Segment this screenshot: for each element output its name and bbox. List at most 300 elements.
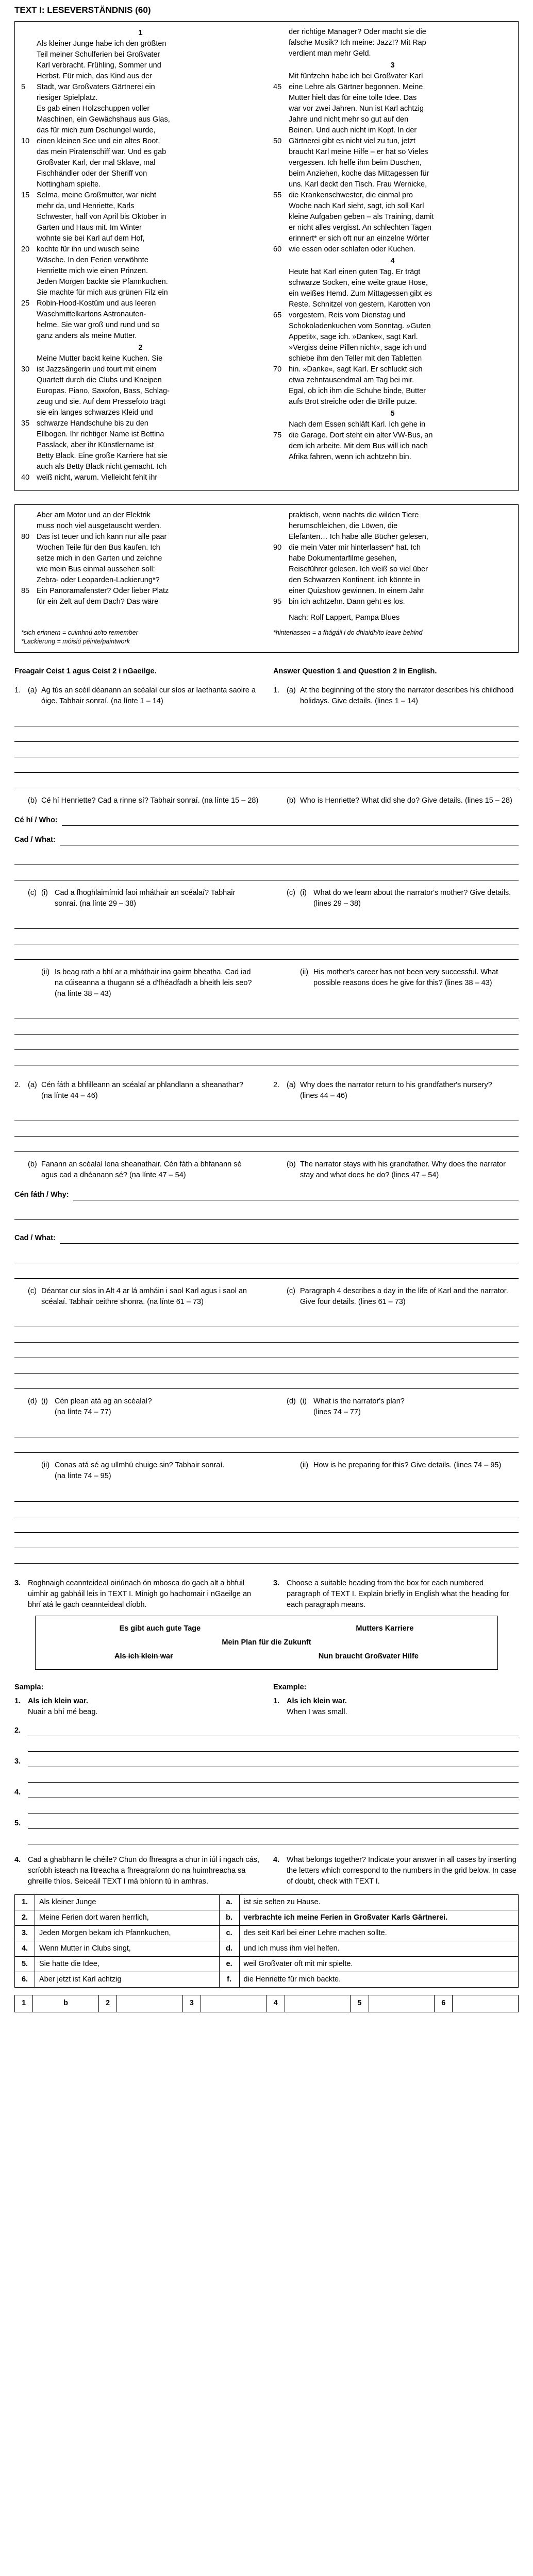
- matching-row: [15, 1925, 519, 1941]
- line-text: verdient man mehr Geld.: [289, 49, 371, 58]
- line-text: das für mich zum Dschungel wurde,: [37, 126, 156, 134]
- line-number: [273, 397, 289, 408]
- text-line: [273, 223, 512, 233]
- line-text: Großvater Karl, der mal Sklave, mal: [37, 158, 156, 167]
- line-number: [21, 287, 37, 298]
- answer-grid-number: 6: [435, 1995, 453, 2012]
- question-2di: (d) (i) Cén plean atá ag an scéalaí? (na línte 74 – 77) (d) (i) What is the narrator's plan? (lines 74 – 77): [14, 1396, 519, 1453]
- text-line: [21, 553, 260, 564]
- line-number: [273, 419, 289, 430]
- q1b-irish: Cé hí Henriette? Cad a rinne sí? Tabhair sonraí.: [41, 796, 200, 805]
- line-text: Betty Black. Eine große Karriere hat sie: [37, 452, 168, 461]
- heading-option-4-used: Als ich klein war: [114, 1652, 173, 1660]
- line-number: 5: [21, 82, 26, 91]
- continuation-left-column: [21, 510, 260, 623]
- answer-lines-q2b-what[interactable]: [14, 1248, 519, 1279]
- text-line: [273, 597, 512, 607]
- why-answer-line[interactable]: [14, 1184, 519, 1200]
- q2a-irish-ref: (na línte 44 – 46): [41, 1092, 98, 1100]
- matching-cell-k: a.: [219, 1894, 239, 1910]
- matching-cell-l: Meine Ferien dort waren herrlich,: [35, 1910, 220, 1925]
- answer-lines-q2di[interactable]: [14, 1422, 519, 1453]
- answer-grid-cell[interactable]: [201, 1995, 266, 2012]
- answer-grid-number: 1: [15, 1995, 33, 2012]
- line-number: [21, 39, 37, 49]
- text-line: [273, 190, 512, 201]
- q4-irish: Cad a ghabhann le chéile? Chun do fhreagra a chur in iúl i ngach cás, scríobh isteach na litreacha a fhreagraíonn do na huimhreacha sa ghreille thíos. Seiceáil TEXT I má bhíonn tú in amhras.: [28, 1855, 259, 1886]
- text-line: [273, 212, 512, 223]
- text-line: [21, 179, 260, 190]
- text-line: [273, 452, 512, 463]
- text-line: [21, 532, 260, 543]
- line-number: [273, 553, 289, 564]
- answer-lines-q1b[interactable]: [14, 850, 519, 880]
- q2a-irish: Cén fáth a bhfilleann an scéalaí ar phlandlann a sheanathar?: [41, 1081, 243, 1090]
- line-number: [21, 375, 37, 386]
- matching-cell-l: Sie hatte die Idee,: [35, 1956, 220, 1972]
- text-line: [273, 71, 512, 82]
- line-number: [21, 49, 37, 60]
- line-number: 55: [273, 191, 282, 199]
- line-number: [273, 343, 289, 353]
- text-line: [21, 168, 260, 179]
- matching-cell-n: 5.: [15, 1956, 35, 1972]
- line-text: Aber am Motor und an der Elektrik: [37, 511, 151, 520]
- text-line: [21, 82, 260, 93]
- line-number: [21, 179, 37, 190]
- line-number: [21, 429, 37, 440]
- line-text: Selma, meine Großmutter, war nicht: [37, 191, 157, 199]
- q4-english: What belongs together? Indicate your answer in all cases by inserting the letters which correspond to the numbers in the grid below. In case of doubt, check with TEXT I.: [287, 1855, 517, 1886]
- answer-grid-sample: b: [33, 1995, 99, 2012]
- line-text: Waschmittelkartons Astronauten-: [37, 310, 146, 319]
- line-number: [273, 299, 289, 310]
- text-line: [21, 49, 260, 60]
- line-text: wie essen oder schlafen oder Kuchen.: [289, 245, 415, 253]
- text-line: [273, 289, 512, 299]
- line-text: braucht Karl meine Hilfe – er hat so Vieles: [289, 147, 428, 156]
- q2dii-irish-ref: (na línte 74 – 95): [55, 1472, 111, 1481]
- line-number: [21, 71, 37, 82]
- q1a-irish-ref: (na línte 1 – 14): [111, 697, 163, 706]
- matching-cell-n: 6.: [15, 1972, 35, 1987]
- text-line: [21, 418, 260, 429]
- text-line: [273, 532, 512, 543]
- line-text: Henriette mich wie einen Prinzen.: [37, 266, 148, 275]
- line-number: 40: [21, 473, 30, 482]
- line-text: Teil meiner Schulferien bei Großvater: [37, 50, 160, 59]
- line-number: [273, 375, 289, 386]
- question-2a: 2. (a) Cén fáth a bhfilleann an scéalaí ar phlandlann a sheanathar? (na línte 44 – 46) 2. (a) Why does the narrator return to his grandfather's nursery? (lines 44 – 46): [14, 1080, 519, 1152]
- line-text: Sie machte für mich aus grünen Filz ein: [37, 289, 168, 297]
- text-line: [21, 104, 260, 114]
- footnotes: [21, 629, 512, 646]
- line-text: Reiseführer gelesen. Ich weiß so viel über: [289, 565, 428, 574]
- text-line: [21, 233, 260, 244]
- matching-row: [15, 1956, 519, 1972]
- text-line: [21, 586, 260, 597]
- q3-item-number: 4.: [14, 1788, 21, 1797]
- line-number: [21, 462, 37, 472]
- line-number: [21, 386, 37, 397]
- line-text: ist Jazzsängerin und tourt mit einem: [37, 365, 157, 374]
- line-number: [273, 521, 289, 532]
- line-number: [21, 104, 37, 114]
- paragraph-number: 5: [390, 410, 395, 418]
- headings-box: [35, 1616, 498, 1670]
- text-line: [21, 408, 260, 418]
- q1b-english: Who is Henriette? What did she do? Give details.: [300, 796, 463, 805]
- matching-cell-r: verbrachte ich meine Ferien in Großvater Karls Gärtnerei.: [239, 1910, 518, 1925]
- line-number: 25: [21, 299, 30, 308]
- q2di-irish-ref: (na línte 74 – 77): [55, 1408, 111, 1417]
- matching-cell-k: f.: [219, 1972, 239, 1987]
- line-text: »Vergiss deine Pillen nicht«, sage ich und: [289, 344, 427, 352]
- sample-answer-english: When I was small.: [287, 1707, 347, 1716]
- answer-lines-q2dii[interactable]: [14, 1486, 519, 1564]
- q1cii-irish-ref: (na línte 38 – 43): [55, 990, 111, 998]
- q3-answer-item[interactable]: [14, 1721, 519, 1752]
- matching-cell-n: 2.: [15, 1910, 35, 1925]
- line-number: [273, 38, 289, 48]
- matching-row: [15, 1941, 519, 1956]
- line-number: [21, 451, 37, 462]
- line-number: [21, 114, 37, 125]
- answer-grid-cell[interactable]: [453, 1995, 519, 2012]
- line-text: die mein Vater mir hinterlassen* hat. Ich: [289, 544, 421, 552]
- text-line: [273, 278, 512, 289]
- answer-lines-q1a[interactable]: [14, 711, 519, 788]
- text-line: [273, 82, 512, 93]
- line-text: Wochen Teile für den Bus kaufen. Ich: [37, 544, 160, 552]
- text-line: [21, 510, 260, 521]
- text-line: [273, 179, 512, 190]
- text-line: [21, 386, 260, 397]
- sample-label-english: Example:: [273, 1683, 307, 1691]
- text-line: [273, 233, 512, 244]
- line-text: Jahre und nicht mehr so gut auf den: [289, 115, 409, 124]
- line-text: riesiger Spielplatz.: [37, 93, 98, 102]
- text-line: [21, 223, 260, 233]
- line-text: Elefanten… Ich habe alle Bücher gelesen,: [289, 533, 428, 541]
- what-answer-line[interactable]: [14, 829, 519, 845]
- line-text: war vor zwei Jahren. Nun ist Karl achtzig: [289, 104, 424, 113]
- page-title: TEXT I: LESEVERSTÄNDNIS (60): [14, 5, 151, 15]
- text-line: [21, 353, 260, 364]
- matching-cell-n: 3.: [15, 1925, 35, 1941]
- line-number: [21, 277, 37, 287]
- line-text: Ellbogen. Ihr richtiger Name ist Bettina: [37, 430, 164, 439]
- line-text: aufs Brot streiche oder die Brille putze.: [289, 398, 418, 406]
- text-line: [273, 321, 512, 332]
- text-line: [273, 168, 512, 179]
- q1a-english-ref: (lines 1 – 14): [375, 697, 418, 706]
- line-number: [273, 452, 289, 463]
- answer-grid-number: 2: [98, 1995, 116, 2012]
- what-label: Cad / What:: [14, 836, 56, 844]
- line-text: Reste. Schnitzel von gestern, Karotten von: [289, 300, 430, 309]
- line-number: 95: [273, 598, 282, 606]
- line-text: Schokoladenkuchen vom Sonntag. »Guten: [289, 322, 431, 331]
- line-number: 70: [273, 365, 282, 374]
- line-text: schiebe ihm den Teller mit den Tabletten: [289, 354, 422, 363]
- line-text: Mit fünfzehn habe ich bei Großvater Karl: [289, 72, 423, 80]
- q2b-irish: Fanann an scéalaí lena sheanathair. Cén fáth a bhfanann sé agus cad a dhéanann sé?: [41, 1160, 242, 1180]
- text-line: [273, 147, 512, 158]
- matching-cell-k: d.: [219, 1941, 239, 1956]
- q3-answer-item[interactable]: [14, 1752, 519, 1783]
- paragraph: [273, 27, 512, 59]
- line-text: Egal, ob ich ihm die Schuhe binde, Butter: [289, 387, 426, 396]
- line-text: Fischhändler oder der Sheriff von: [37, 169, 147, 178]
- line-text: Karl verbracht. Frühling, Sommer und: [37, 61, 161, 70]
- text-line: [21, 136, 260, 147]
- line-number: [273, 267, 289, 278]
- line-text: Mutter hielt das für eine tolle Idee. Das: [289, 93, 417, 102]
- text-line: [21, 429, 260, 440]
- line-number: [21, 93, 37, 104]
- paragraph: [273, 71, 512, 255]
- line-number: [273, 441, 289, 452]
- paragraph: [21, 353, 260, 483]
- line-number: [21, 158, 37, 168]
- line-text: Robin-Hood-Kostüm und aus leeren: [37, 299, 156, 308]
- line-number: 35: [21, 419, 30, 428]
- answer-grid-cell[interactable]: [285, 1995, 351, 2012]
- answer-lines-q1ci[interactable]: [14, 913, 519, 960]
- line-text: hin. »Danke«, sagt Karl. Er schluckt sich: [289, 365, 423, 374]
- text-line: [273, 353, 512, 364]
- text-line: [273, 48, 512, 59]
- q3-english: Choose a suitable heading from the box for each numbered paragraph of TEXT I. Explain briefly in English what the heading for each paragraph means.: [287, 1579, 509, 1609]
- q2di-english: What is the narrator's plan?: [313, 1397, 405, 1406]
- q3-answer-lines[interactable]: [14, 1721, 519, 1844]
- line-text: herumschleichen, die Löwen, die: [289, 522, 398, 531]
- line-text: Passlack, aber ihr Künstlername ist: [37, 441, 154, 450]
- line-text: Schwester, half von April bis Oktober in: [37, 212, 166, 221]
- line-text: kochte für ihn und wusch seine: [37, 245, 140, 253]
- q3-irish: Roghnaigh ceannteideal oiriúnach ón mbosca do gach alt a bhfuil uimhir ag gabháil leis in TEXT I. Mínigh go hachomair i nGaeilge an bhrí atá le gach ceannteideal díobh.: [28, 1579, 252, 1609]
- heading-option-3: Mein Plan für die Zukunft: [222, 1638, 311, 1647]
- text-line: [21, 212, 260, 223]
- line-number: [273, 233, 289, 244]
- line-number: [21, 408, 37, 418]
- instruction-english: Answer Question 1 and Question 2 in English.: [273, 667, 437, 676]
- line-number: [21, 521, 37, 532]
- q1ci-irish-ref: (na línte 29 – 38): [79, 900, 137, 908]
- line-text: Das ist teuer und ich kann nur alle paar: [37, 533, 167, 541]
- what2-label: Cad / What:: [14, 1234, 56, 1243]
- line-number: 50: [273, 137, 282, 145]
- text-line: [21, 277, 260, 287]
- line-number: 65: [273, 311, 282, 320]
- text-line: [21, 397, 260, 408]
- text-line: [273, 104, 512, 114]
- question-2dii: (ii) Conas atá sé ag ullmhú chuige sin? Tabhair sonraí. (na línte 74 – 95) (ii) How is he preparing for this? Give details. (lines 74 – 95): [14, 1460, 519, 1563]
- paragraph-number: 3: [390, 61, 395, 70]
- line-number: 45: [273, 82, 282, 91]
- text-line: [21, 298, 260, 309]
- line-number: 75: [273, 431, 282, 440]
- answer-lines-q2b-why[interactable]: [14, 1205, 519, 1220]
- line-number: [273, 510, 289, 521]
- line-text: beim Anziehen, koche das Mittagessen für: [289, 169, 429, 178]
- line-number: [273, 71, 289, 82]
- paragraph: [21, 39, 260, 342]
- line-text: Maschinen, ein Gewächshaus aus Glas,: [37, 115, 170, 124]
- line-text: Zebra- oder Leoparden-Lackierung*?: [37, 576, 160, 585]
- text-line: [21, 375, 260, 386]
- answer-grid-number: 5: [351, 1995, 369, 2012]
- line-number: 60: [273, 245, 282, 253]
- paragraph-number: 1: [138, 28, 143, 37]
- matching-cell-k: c.: [219, 1925, 239, 1941]
- text-line: [21, 147, 260, 158]
- text-line: [273, 543, 512, 553]
- q1b-english-ref: (lines 15 – 28): [464, 796, 512, 805]
- heading-option-2: Mutters Karriere: [356, 1624, 414, 1633]
- what2-answer-line[interactable]: [14, 1227, 519, 1244]
- line-number: [21, 255, 37, 266]
- q1b-irish-ref: (na línte 15 – 28): [202, 796, 259, 805]
- line-text: bin ich achtzehn. Dann geht es los.: [289, 598, 405, 606]
- line-text: helme. Sie war groß und rund und so: [37, 321, 160, 330]
- line-number: [273, 212, 289, 223]
- sample-label-irish: Sampla:: [14, 1683, 44, 1691]
- line-number: [21, 147, 37, 158]
- line-text: eine Lehre als Gärtner begonnen. Meine: [289, 82, 423, 91]
- q3-answer-item[interactable]: [14, 1814, 519, 1844]
- text-line: [273, 299, 512, 310]
- reading-left-column: [21, 27, 260, 485]
- text-line: [21, 364, 260, 375]
- text-line: [21, 521, 260, 532]
- footnote-right: *hinterlassen = a fhágáil i do dhiaidh/to leave behind: [273, 629, 423, 637]
- line-number: [273, 586, 289, 597]
- line-number: [273, 575, 289, 586]
- line-number: [273, 532, 289, 543]
- line-number: [273, 332, 289, 343]
- q1cii-irish: Is beag rath a bhí ar a mháthair ina gairm bheatha. Cad iad na cúiseanna a thugann sé a d'fhéadfadh a bheith leis seo?: [55, 968, 252, 988]
- line-number: [21, 575, 37, 586]
- line-text: ganz anders als meine Mutter.: [37, 332, 137, 341]
- matching-cell-l: Aber jetzt ist Karl achtzig: [35, 1972, 220, 1987]
- text-line: [273, 310, 512, 321]
- line-text: auch als Betty Black nicht gemacht. Ich: [37, 463, 167, 471]
- footnote-left: *sich erinnern = cuimhnú ar/to remember *Lackierung = móisiú péinte/paintwork: [21, 629, 138, 646]
- line-text: vergessen. Ich helfe ihm beim Duschen,: [289, 158, 422, 167]
- text-line: [21, 440, 260, 451]
- line-number: [273, 201, 289, 212]
- line-number: [273, 321, 289, 332]
- line-number: [21, 266, 37, 277]
- text-line: [273, 397, 512, 408]
- line-number: [273, 114, 289, 125]
- line-text: falsche Musik? Ich meine: Jazz!? Mit Rap: [289, 38, 426, 47]
- question-1b: (b) Cé hí Henriette? Cad a rinne sí? Tabhair sonraí. (na línte 15 – 28) (b) Who is Henriette? What did she do? Give details. (lines 15 – 28) Cé hí / Who: Cad / What:: [14, 795, 519, 880]
- source-credit: Nach: Rolf Lappert, Pampa Blues: [289, 614, 400, 622]
- line-text: wohnte sie bei Karl auf dem Hof,: [37, 234, 145, 243]
- line-text: kleine Aufgaben geben – als Training, damit: [289, 212, 434, 221]
- q3-item-number: 2.: [14, 1726, 21, 1735]
- line-number: [21, 553, 37, 564]
- line-text: sie ein langes schwarzes Kleid und: [37, 409, 153, 417]
- qa-instructions: [14, 666, 519, 677]
- text-line: [273, 553, 512, 564]
- line-number: [273, 179, 289, 190]
- line-number: [21, 331, 37, 342]
- line-text: Als kleiner Junge habe ich den größten: [37, 39, 166, 48]
- q2dii-english-ref: (lines 74 – 95): [454, 1461, 502, 1470]
- text-line: [273, 586, 512, 597]
- line-number: 10: [21, 137, 30, 145]
- q2c-english: Paragraph 4 describes a day in the life of Karl and the narrator. Give four details.: [300, 1287, 508, 1307]
- line-number: [21, 440, 37, 451]
- line-text: erinnert* er sich oft nur an einzelne Wörter: [289, 234, 429, 243]
- text-line: [21, 597, 260, 607]
- matching-cell-r: ist sie selten zu Hause.: [239, 1894, 518, 1910]
- reading-text-box: [14, 21, 519, 492]
- q2di-english-ref: (lines 74 – 77): [313, 1408, 361, 1417]
- heading-option-1: Es gibt auch gute Tage: [119, 1624, 201, 1633]
- text-line: [273, 114, 512, 125]
- text-line: [273, 575, 512, 586]
- line-text: schwarze Socken, eine weite graue Hose,: [289, 279, 428, 287]
- text-line: [273, 332, 512, 343]
- question-3: 3. Roghnaigh ceannteideal oiriúnach ón mbosca do gach alt a bhfuil uimhir ag gabháil leis in TEXT I. Mínigh go hachomair i nGaeilge an bhrí atá le gach ceannteideal díobh. 3. Choose a suitable heading from the box for each numbered paragraph of TEXT I. Explain briefly in English what the heading for each paragraph means. Es gibt auch gute Tage Mutters Karriere Mein Plan für die Zukunft Als ich klein war Nun braucht Großvater Hilfe Sampla: 1. Als ich klein war. Nuair a bhí mé beag. Example: 1. Als ich klein war. When I was small. 2. 3. 4. 5.: [14, 1578, 519, 1844]
- line-number: 15: [21, 191, 30, 199]
- line-number: [21, 309, 37, 320]
- line-text: weiß nicht, warum. Vielleicht fehlt ihr: [37, 473, 158, 482]
- answer-grid-cell[interactable]: [369, 1995, 435, 2012]
- text-line: [21, 158, 260, 168]
- text-line: [273, 38, 512, 48]
- text-line: [273, 441, 512, 452]
- line-text: Meine Mutter backt keine Kuchen. Sie: [37, 354, 163, 363]
- text-line: [21, 60, 260, 71]
- text-line: [273, 510, 512, 521]
- matching-cell-n: 1.: [15, 1894, 35, 1910]
- answer-lines-q1cii[interactable]: [14, 1004, 519, 1065]
- text-line: [273, 267, 512, 278]
- text-line: [21, 255, 260, 266]
- text-line: [21, 472, 260, 483]
- line-number: 30: [21, 365, 30, 374]
- q3-answer-item[interactable]: [14, 1783, 519, 1814]
- line-text: ein weißes Hemd. Zum Mittagessen gibt es: [289, 290, 432, 298]
- line-number: [21, 233, 37, 244]
- text-line: [273, 27, 512, 38]
- who-answer-line[interactable]: [14, 809, 519, 826]
- answer-lines-q2c[interactable]: [14, 1312, 519, 1389]
- text-line: [21, 462, 260, 472]
- line-number: [273, 386, 289, 397]
- sample-heading-english: Als ich klein war.: [287, 1697, 347, 1705]
- line-number: [273, 104, 289, 114]
- line-number: [21, 60, 37, 71]
- line-text: Afrika fahren, wenn ich achtzehn bin.: [289, 453, 411, 462]
- line-text: Nottingham spielte.: [37, 180, 101, 189]
- answer-lines-q2a[interactable]: [14, 1106, 519, 1152]
- matching-cell-k: b.: [219, 1910, 239, 1925]
- line-text: die Garage. Dort steht ein alter VW-Bus, an: [289, 431, 433, 440]
- text-line: [21, 451, 260, 462]
- line-number: [273, 564, 289, 575]
- line-text: Heute hat Karl einen guten Tag. Er trägt: [289, 267, 421, 276]
- answer-grid-cell[interactable]: [117, 1995, 183, 2012]
- matching-table: [14, 1894, 519, 1988]
- q1cii-english: His mother's career has not been very successful. What possible reasons does he give for this?: [313, 968, 498, 988]
